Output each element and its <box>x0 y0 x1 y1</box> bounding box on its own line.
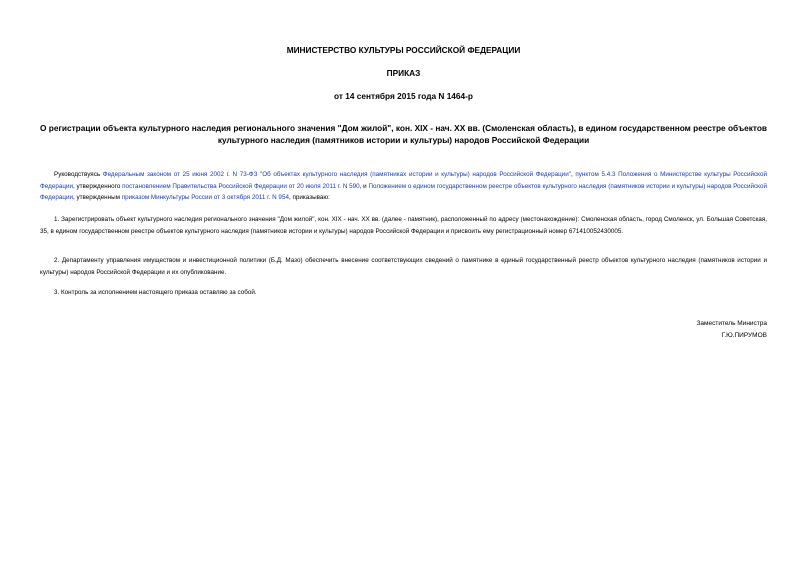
ministry-heading: МИНИСТЕРСТВО КУЛЬТУРЫ РОССИЙСКОЙ ФЕДЕРАЦИИ <box>286 45 521 55</box>
federal-law-link[interactable]: Федеральным законом от 25 июня 2002 г. N 73-ФЗ "Об объектах культурного наследия (памятниках истории и культуры) народов Российской Федерации" <box>102 171 571 178</box>
preamble-text-2: , <box>570 171 576 178</box>
preamble-text-5: , утвержденным <box>72 194 122 201</box>
signatory-name: Г.Ю.ПИРУМОВ <box>721 331 767 339</box>
order-item-2: 2. Департаменту управления имуществом и инвестиционной политики (Б.Д. Мазо) обеспечить внесение соответствующих сведений о памятнике в единый государственный реестр объектов культурного наследия (памятников истории и культуры) народов Российской Федерации и их опубликование. <box>40 257 767 276</box>
order-item-3: 3. Контроль за исполнением настоящего приказа оставляю за собой. <box>54 289 257 296</box>
registry-regulation-link[interactable]: Положением о едином государственном реестре объектов культурного наследия (памятников истории и культуры) народов Российской Федерации <box>40 182 767 201</box>
date-number-heading: от 14 сентября 2015 года N 1464-р <box>334 91 473 101</box>
preamble-paragraph <box>40 169 767 204</box>
document-title: О регистрации объекта культурного наследия регионального значения "Дом жилой", кон. XIX - нач. XX вв. (Смоленская область), в едином государственном реестре объектов культурного наследия (памятников истории и культуры) народов Российской Федерации <box>40 123 768 145</box>
doc-type-heading: ПРИКАЗ <box>386 68 421 78</box>
preamble-text-3: , утвержденного <box>72 182 123 190</box>
preamble-text-1: Руководствуясь <box>54 171 103 178</box>
signatory-position: Заместитель Министра <box>696 320 767 327</box>
ministry-order-link[interactable]: приказом Минкультуры России от 3 октября 2011 г. N 954 <box>121 194 289 201</box>
order-item-1: 1. Зарегистрировать объект культурного наследия регионального значения "Дом жилой", кон. XIX - нач. XX вв. (далее - памятник), расположенный по адресу (местонахождение): Смоленская область, город Смоленск, ул. Большая Советская, 35, в едином государственном реестре объектов культурного наследия (памятников истории и культуры) народов Российской Федерации и присвоить ему регистрационный номер 671410052430005. <box>40 216 767 235</box>
regulation-point-link[interactable]: пунктом 5.4.3 Положения о Министерстве культуры Российской Федерации <box>40 171 767 190</box>
preamble-text-4: , и <box>359 182 369 190</box>
signature-block <box>697 318 768 341</box>
preamble-text-6: , приказываю: <box>288 194 330 201</box>
government-decree-link[interactable]: постановлением Правительства Российской Федерации от 20 июля 2011 г. N 590 <box>122 182 360 190</box>
